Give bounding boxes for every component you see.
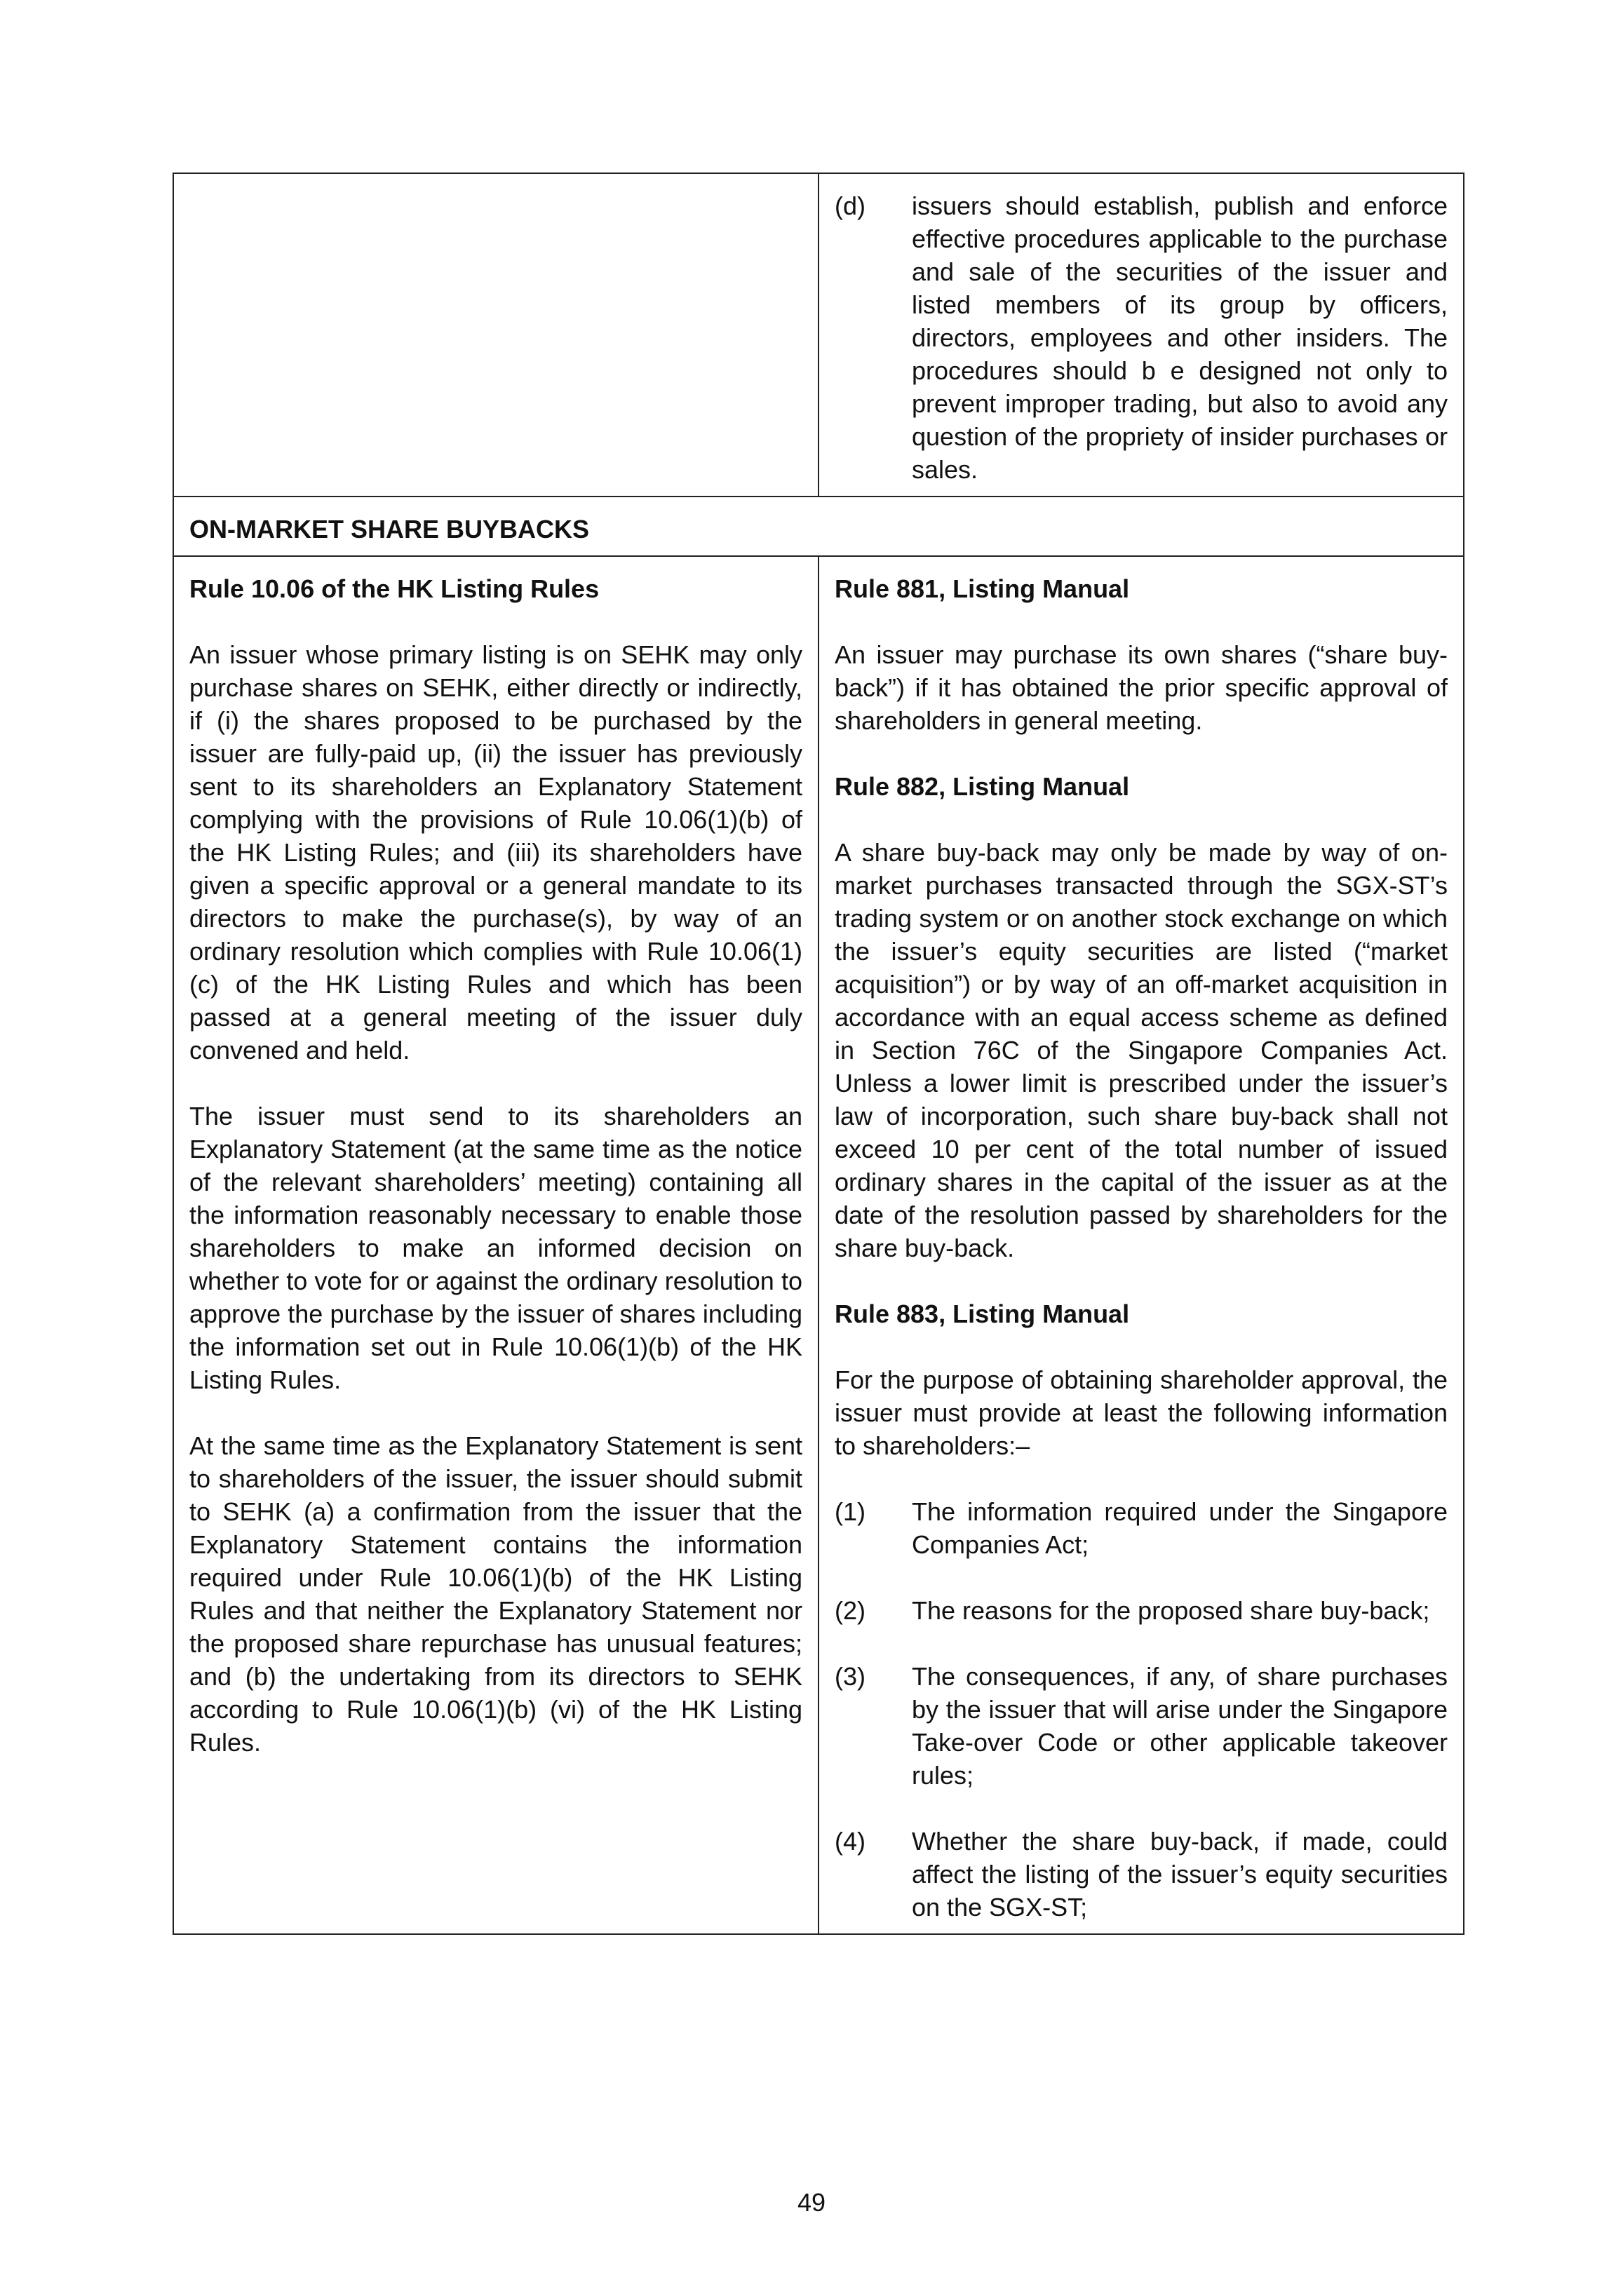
left-paragraph-2: The issuer must send to its shareholders an Explanatory Statement (at the same time as the notice of the relevant shareholders’ meeting) containing all the information reasonably necessary to enable those shareholders to make an informed decision on whether to vote for or against the ordinary resolution to approve the purchase by the issuer of shares including the information set out in Rule 10.06(1)(b) of the HK Listing Rules. [189,1102,802,1394]
list-item-text: The reasons for the proposed share buy-back; [912,1596,1430,1625]
list-item-text: Whether the share buy-back, if made, could affect the listing of the issuer’s equity securities on the SGX-ST; [912,1827,1448,1922]
top-left-cell-empty [173,173,819,497]
rule-881-heading: Rule 881, Listing Manual [835,574,1130,603]
rule-883-text: For the purpose of obtaining shareholder approval, the issuer must provide at least the following information to shareholders:– [835,1365,1448,1460]
rule-882-heading: Rule 882, Listing Manual [835,772,1130,801]
left-heading: Rule 10.06 of the HK Listing Rules [189,574,600,603]
right-cell-listing-manual [819,556,1464,1934]
table-row-top [173,173,1464,497]
page-number: 49 [797,2188,826,2217]
list-item-1 [835,1495,1448,1561]
left-paragraph-1: An issuer whose primary listing is on SEHK may only purchase shares on SEHK, either directly or indirectly, if (i) the shares proposed to be purchased by the issuer are fully-paid up, (ii) the issuer has previously sent to its shareholders an Explanatory Statement complying with the provisions of Rule 10.06(1)(b) of the HK Listing Rules; and (iii) its shareholders have given a specific approval or a general mandate to its directors to make the purchase(s), by way of an ordinary resolution which complies with Rule 10.06(1)(c) of the HK Listing Rules and which has been passed at a general meeting of the issuer duly convened and held. [189,640,802,1065]
list-item-number: (3) [835,1662,866,1691]
left-paragraph-3: At the same time as the Explanatory Statement is sent to shareholders of the issuer, the issuer should submit to SEHK (a) a confirmation from the issuer that the Explanatory Statement contains the information required under Rule 10.06(1)(b) of the HK Listing Rules and that neither the Explanatory Statement nor the proposed share repurchase has unusual features; and (b) the undertaking from its directors to SEHK according to Rule 10.06(1)(b) (vi) of the HK Listing Rules. [189,1431,802,1757]
comparison-table [173,173,1464,1935]
rule-883-heading: Rule 883, Listing Manual [835,1299,1130,1328]
left-cell-hk-rules [173,556,819,1934]
rule-882-text: A share buy-back may only be made by way of on-market purchases transacted through the SGX-ST’s trading system or on another stock exchange on which the issuer’s equity securities are listed (“market acquisition”) or by way of an off-market acquisition in accordance with an equal access scheme as defined in Section 76C of the Singapore Companies Act. Unless a lower limit is prescribed under the issuer’s law of incorporation, such share buy-back shall not exceed 10 per cent of the total number of issued ordinary shares in the capital of the issuer as at the date of the resolution passed by shareholders for the share buy-back. [835,838,1448,1262]
list-item-number: (4) [835,1827,866,1856]
list-item-2 [835,1594,1448,1627]
section-title: ON-MARKET SHARE BUYBACKS [173,497,1464,556]
list-item-d [835,189,1448,486]
table-row-rules [173,556,1464,1934]
list-item-text: issuers should establish, publish and enforce effective procedures applicable to the purchase and sale of the securities of the issuer and listed members of its group by officers, directors, employees and other insiders. The procedures should b e designed not only to prevent improper trading, but also to avoid any question of the propriety of insider purchases or sales. [912,191,1448,484]
list-item-4 [835,1825,1448,1924]
rule-881-text: An issuer may purchase its own shares (“share buy-back”) if it has obtained the prior specific approval of shareholders in general meeting. [835,640,1448,735]
list-item-text: The information required under the Singapore Companies Act; [912,1497,1448,1559]
table-row-section-title [173,497,1464,556]
list-item-number: (d) [835,191,866,220]
list-item-text: The consequences, if any, of share purchases by the issuer that will arise under the Singapore Take-over Code or other applicable takeover rules; [912,1662,1448,1790]
list-item-number: (1) [835,1497,866,1526]
list-item-3 [835,1660,1448,1792]
top-right-cell [819,173,1464,497]
list-item-number: (2) [835,1596,866,1625]
